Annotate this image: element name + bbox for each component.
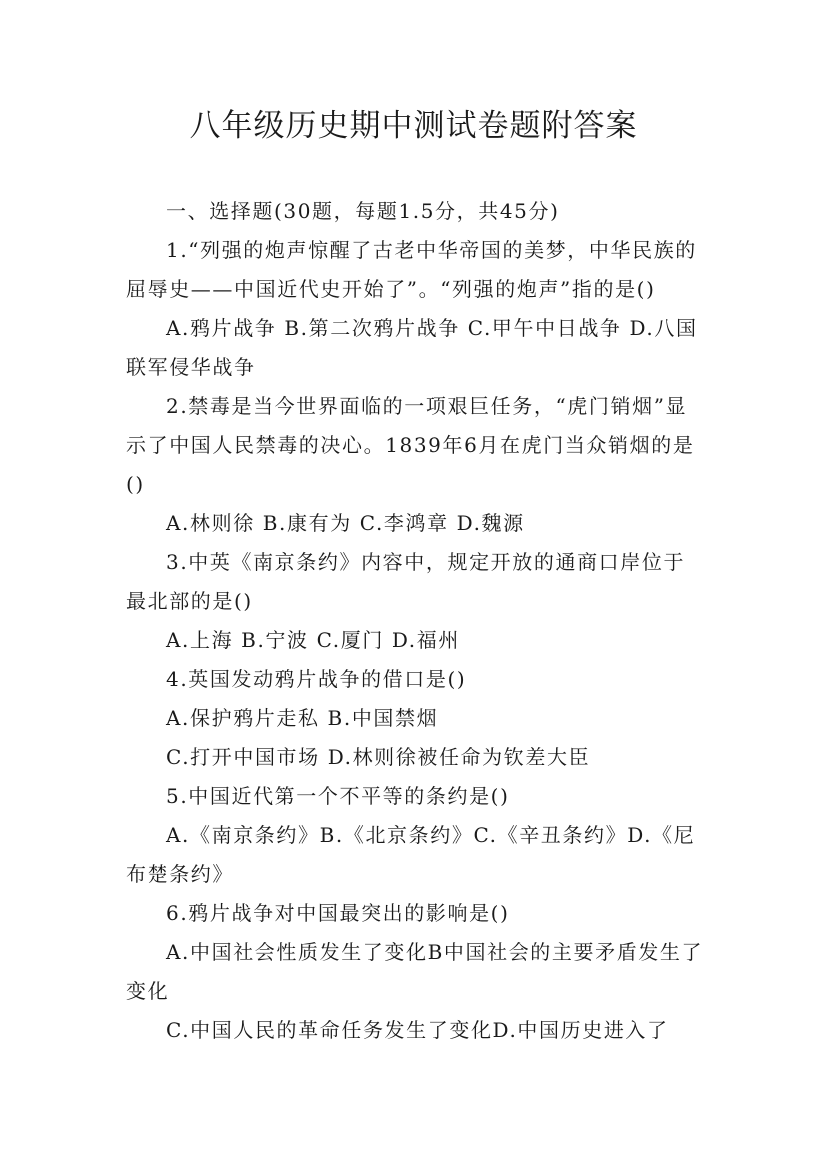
question-5: 5.中国近代第一个不平等的条约是(): [166, 784, 510, 808]
question-4-options-a: A.保护鸦片走私 B.中国禁烟: [166, 706, 439, 730]
section-heading: 一、选择题(30题，每题1.5分，共45分): [166, 199, 560, 223]
question-3-options: A.上海 B.宁波 C.厦门 D.福州: [166, 628, 460, 652]
question-4-options-b: C.打开中国市场 D.林则徐被任命为钦差大臣: [166, 745, 591, 769]
question-1-options: A.鸦片战争 B.第二次鸦片战争 C.甲午中日战争 D.八国联军侵华战争: [126, 316, 698, 379]
document-title: 八年级历史期中测试卷题附答案: [189, 108, 638, 144]
question-6: 6.鸦片战争对中国最突出的影响是(): [166, 901, 510, 925]
question-3: 3.中英《南京条约》内容中，规定开放的通商口岸位于最北部的是(): [126, 550, 686, 613]
question-6-options-b: C.中国人民的革命任务发生了变化D.中国历史进入了: [166, 1018, 669, 1042]
document-body: [126, 192, 706, 1050]
question-2: 2.禁毒是当今世界面临的一项艰巨任务，“虎门销烟”显示了中国人民禁毒的决心。1839年6月在虎门当众销烟的是(): [126, 394, 695, 496]
question-2-options: A.林则徐 B.康有为 C.李鸿章 D.魏源: [166, 511, 525, 535]
question-4: 4.英国发动鸦片战争的借口是(): [166, 667, 467, 691]
question-6-options-a: A.中国社会性质发生了变化B中国社会的主要矛盾发生了变化: [126, 940, 704, 1003]
question-5-options: A.《南京条约》B.《北京条约》C.《辛丑条约》D.《尼布楚条约》: [126, 823, 696, 886]
question-1: 1.“列强的炮声惊醒了古老中华帝国的美梦，中华民族的屈辱史——中国近代史开始了”。“列强的炮声”指的是(): [126, 238, 697, 301]
